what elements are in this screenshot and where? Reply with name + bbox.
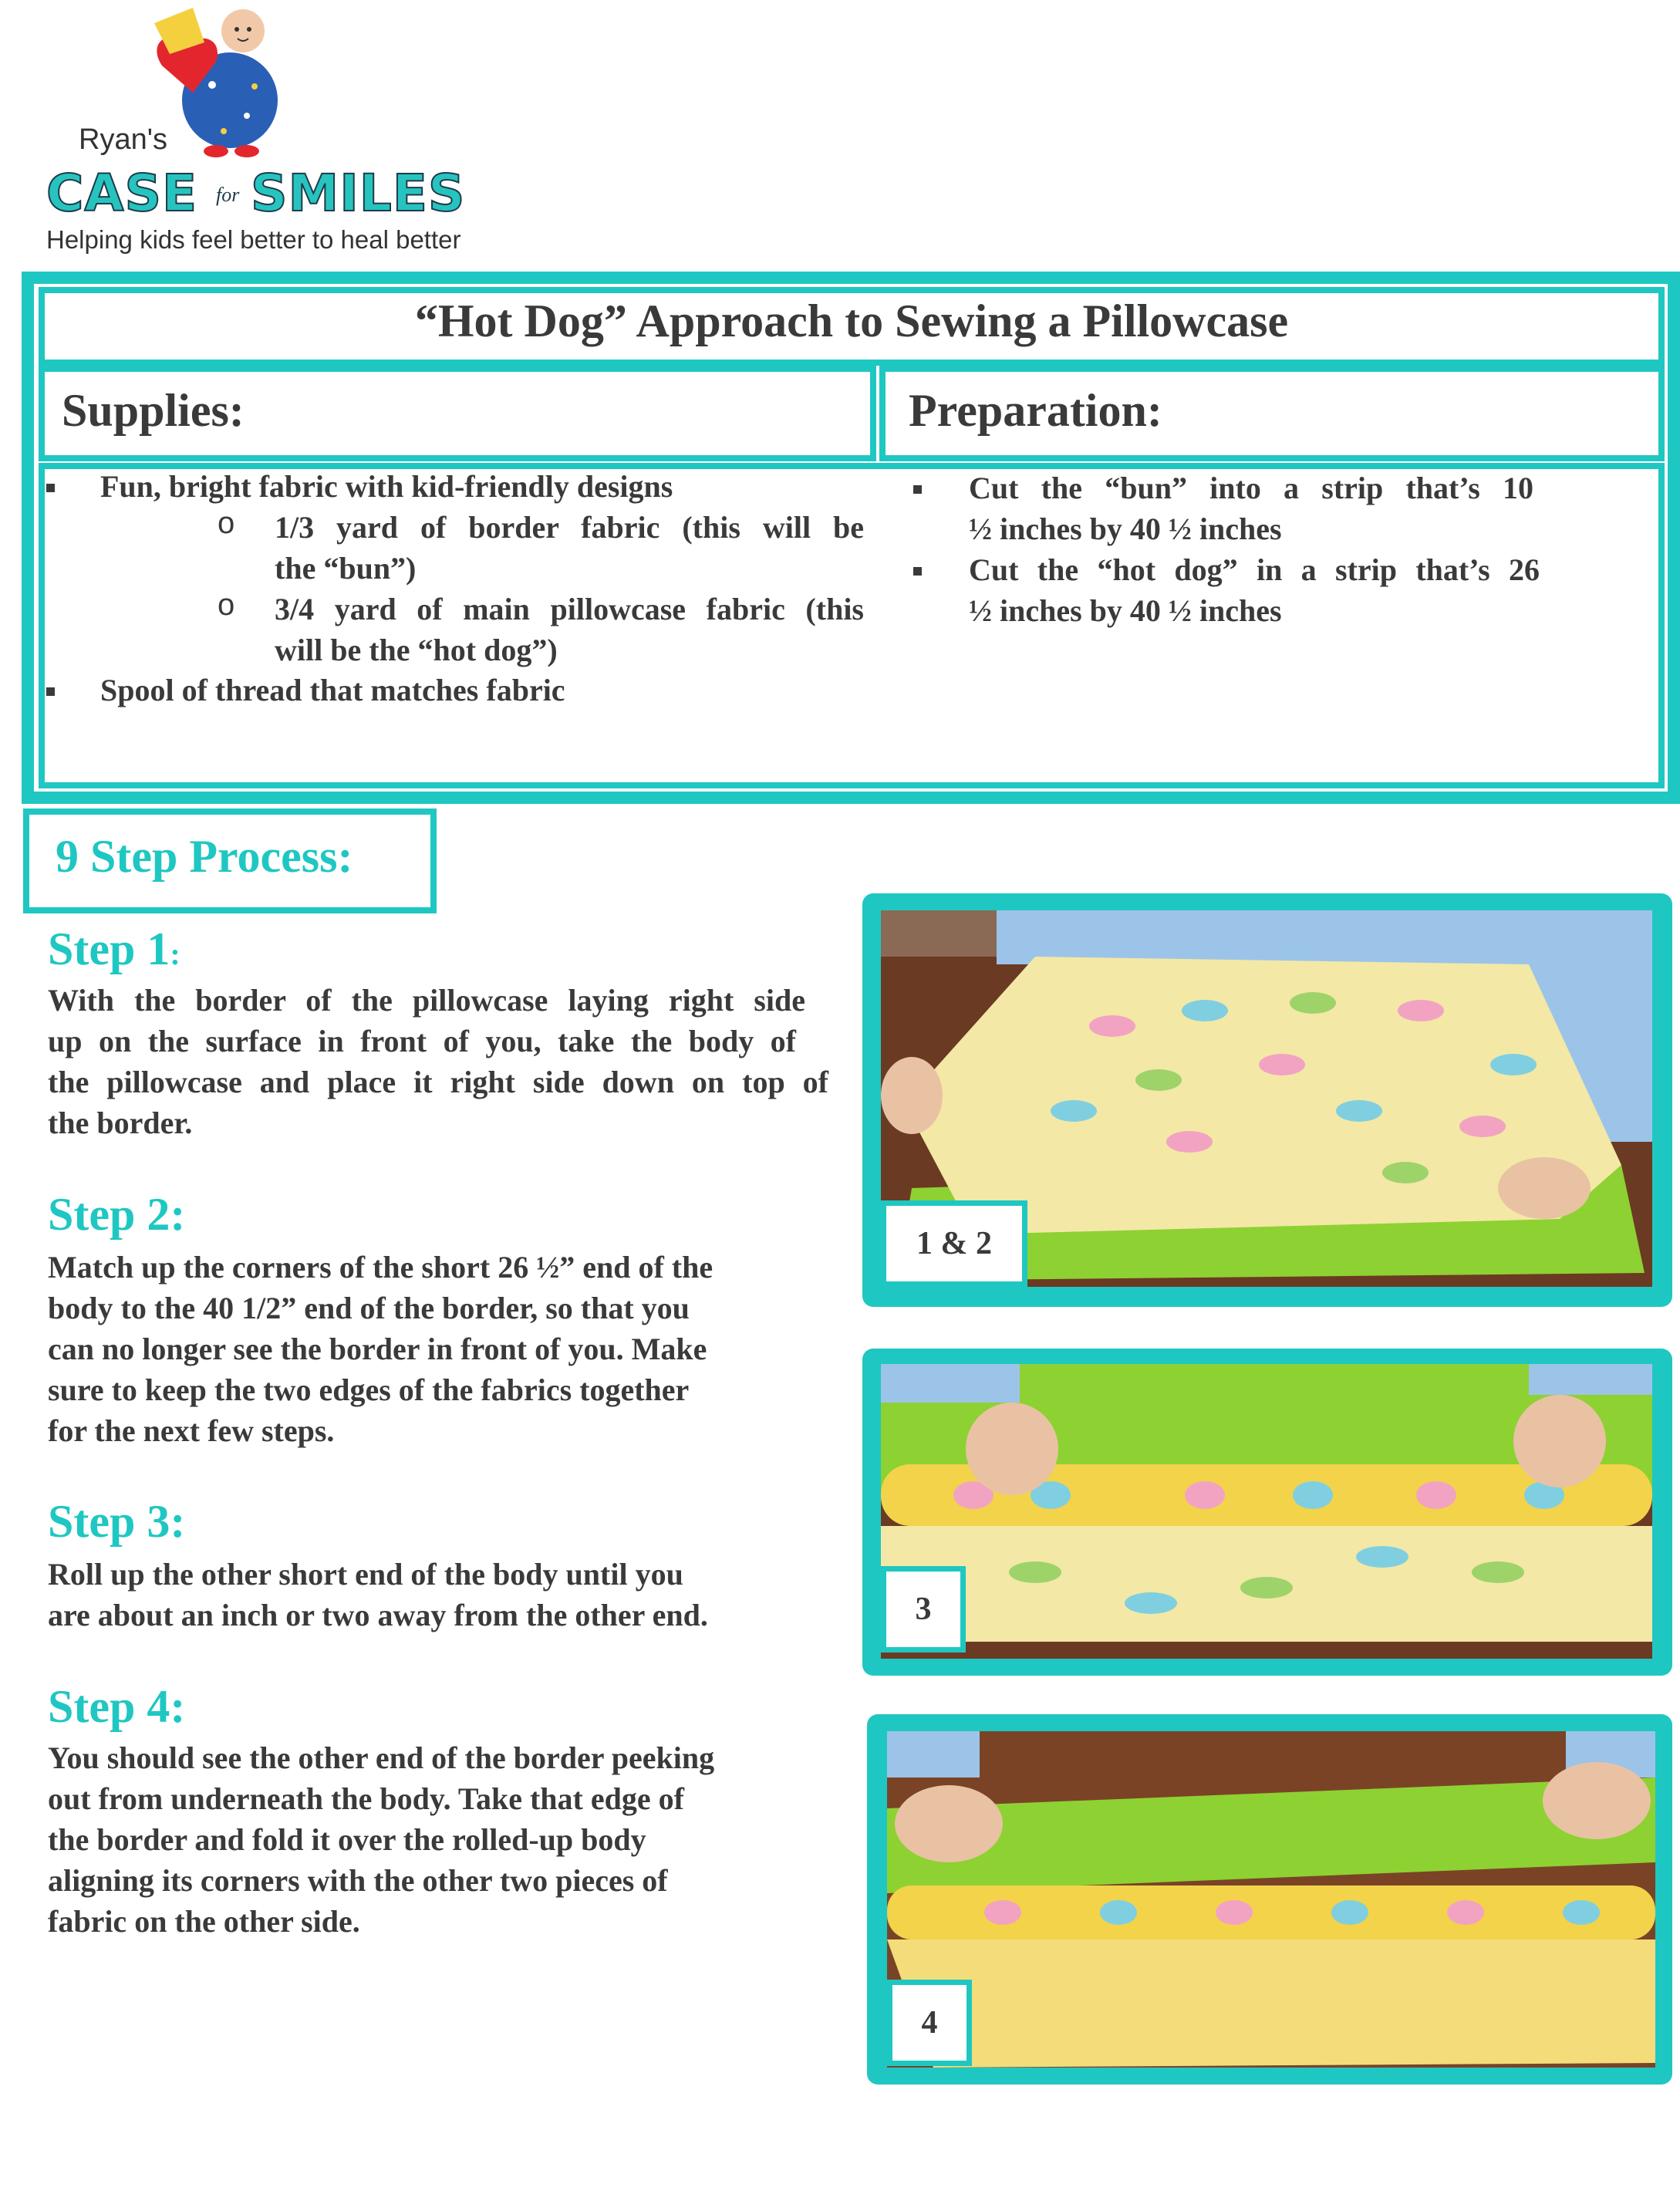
- step-1-line: up on the surface in front of you, take the body of: [48, 1024, 796, 1058]
- bullet-square-icon: [46, 687, 55, 696]
- photo-label-4: 4: [887, 1980, 972, 2066]
- bullet-square-icon: [913, 485, 922, 494]
- step-3-line: are about an inch or two away from the other end.: [48, 1598, 708, 1632]
- step-4-line: You should see the other end of the border peeking: [48, 1740, 715, 1775]
- step-2-body: [48, 1247, 850, 1451]
- step-2-line: Match up the corners of the short 26 ½” end of the: [48, 1250, 713, 1285]
- step-4-line: out from underneath the body. Take that edge of: [48, 1781, 684, 1816]
- page-title: “Hot Dog” Approach to Sewing a Pillowcase: [414, 295, 1289, 346]
- step-2-line: sure to keep the two edges of the fabrics together: [48, 1372, 690, 1407]
- step-4-line: aligning its corners with the other two pieces of: [48, 1863, 668, 1898]
- preparation-heading: Preparation:: [909, 385, 1162, 436]
- photo-label-1-2: 1 & 2: [881, 1200, 1027, 1287]
- step-4-line: fabric on the other side.: [48, 1904, 360, 1939]
- supplies-subitem-main-line1: 3/4 yard of main pillowcase fabric (this: [275, 592, 864, 626]
- logo-for-text: for: [216, 184, 240, 206]
- bullet-square-icon: [46, 484, 55, 492]
- logo-case-text: CASE: [46, 164, 198, 223]
- logo-ryans-text: Ryan's: [79, 123, 167, 156]
- step-1-title: Step 1:: [48, 923, 180, 974]
- step-3-line: Roll up the other short end of the body until you: [48, 1557, 683, 1592]
- supplies-subitem-main-line2: will be the “hot dog”): [275, 633, 558, 667]
- step-3-body: [48, 1554, 850, 1636]
- step-4-line: the border and fold it over the rolled-up body: [48, 1822, 646, 1857]
- supplies-heading: Supplies:: [62, 385, 245, 436]
- bullet-square-icon: [913, 567, 922, 576]
- step-3-title: Step 3:: [48, 1496, 186, 1547]
- step-2-line: for the next few steps.: [48, 1413, 335, 1448]
- step-1-line: the pillowcase and place it right side down on top of: [48, 1065, 828, 1099]
- supplies-item-fabric: Fun, bright fabric with kid-friendly designs: [100, 469, 673, 504]
- step-4-body: [48, 1737, 850, 1942]
- photo-step-3: [881, 1364, 1652, 1659]
- step-2-line: can no longer see the border in front of you. Make: [48, 1332, 707, 1366]
- bullet-circle-icon: o: [218, 588, 235, 622]
- supplies-subitem-border-line2: the “bun”): [275, 551, 417, 586]
- step-4-title: Step 4:: [48, 1681, 186, 1732]
- prep-item-bun-line1: Cut the “bun” into a strip that’s 10: [969, 471, 1533, 505]
- step-1-body: [48, 980, 850, 1143]
- prep-item-hotdog-line1: Cut the “hot dog” in a strip that’s 26: [969, 552, 1540, 587]
- supplies-subitem-border-line1: 1/3 yard of border fabric (this will be: [275, 510, 864, 545]
- step-1-line: the border.: [48, 1106, 193, 1140]
- step-2-title: Step 2:: [48, 1189, 186, 1240]
- logo-smiles-text: SMILES: [251, 164, 466, 223]
- bullet-circle-icon: o: [218, 506, 235, 540]
- prep-item-hotdog-line2: ½ inches by 40 ½ inches: [969, 593, 1282, 628]
- photo-label-3: 3: [881, 1566, 966, 1653]
- supplies-item-thread: Spool of thread that matches fabric: [100, 673, 565, 707]
- photo-step-4: [887, 1731, 1655, 2068]
- step-1-line: With the border of the pillowcase laying right side: [48, 983, 805, 1018]
- prep-item-bun-line2: ½ inches by 40 ½ inches: [969, 511, 1282, 546]
- process-heading: 9 Step Process:: [56, 831, 353, 882]
- step-2-line: body to the 40 1/2” end of the border, so that you: [48, 1291, 690, 1325]
- logo-tagline: Helping kids feel better to heal better: [46, 225, 461, 254]
